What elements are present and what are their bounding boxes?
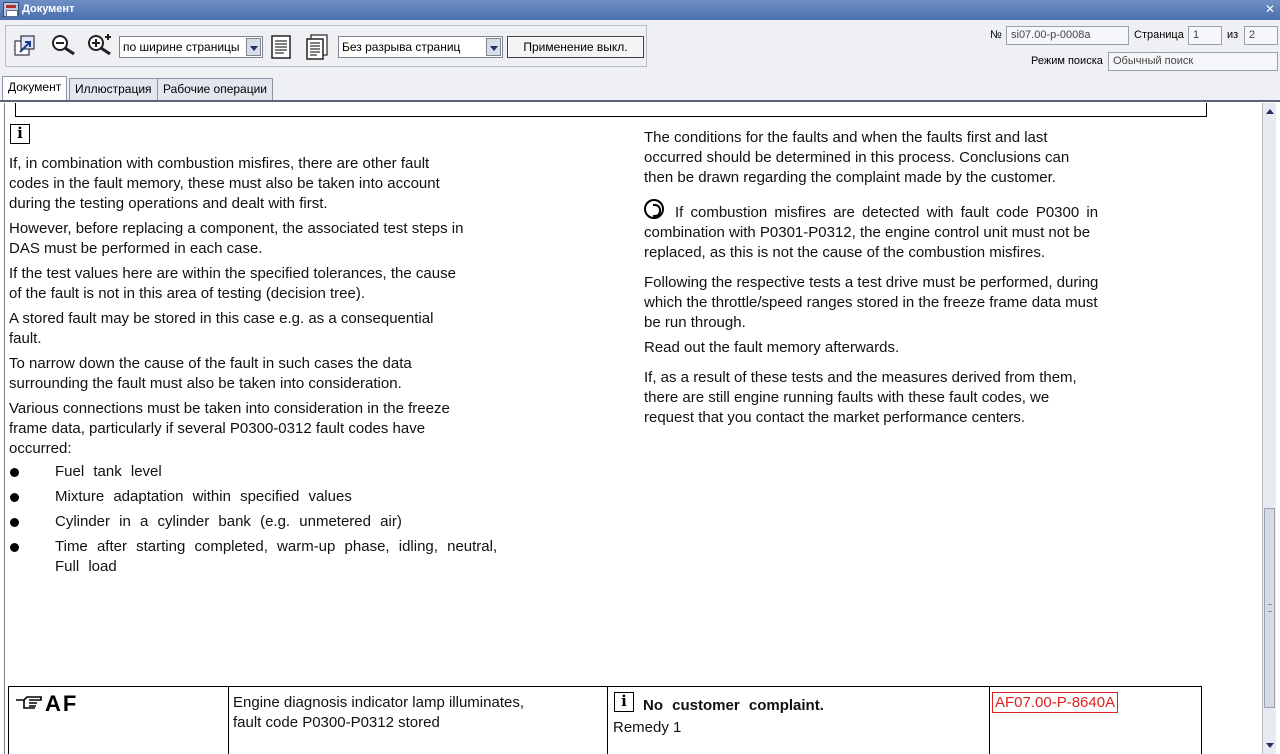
left-paragraph-5: To narrow down the cause of the fault in such cases the data surrounding the fault must also be taken into consideration. [9, 355, 412, 392]
document-viewport[interactable] [4, 103, 1262, 754]
list-item: Mixture adaptation within specified values [55, 488, 352, 505]
right-paragraph-3: Read out the fault memory afterwards. [644, 339, 900, 356]
bullet-icon [10, 518, 19, 527]
right-paragraph-1: The conditions for the faults and when the faults first and last occurred should be determined in this process. Conclusions can then be drawn regarding the complaint made by the customer. [644, 129, 1070, 186]
tab-work-operations[interactable]: Рабочие операции [157, 78, 273, 101]
fault-id-cell [9, 687, 224, 754]
toolbar-area [0, 20, 1280, 78]
remedy-text: Remedy 1 [613, 719, 682, 736]
doc-number-label: № [990, 29, 1002, 41]
info-icon: i [614, 692, 634, 712]
scroll-up-icon[interactable] [1263, 105, 1276, 118]
page-break-select[interactable] [338, 36, 503, 58]
window-title: Документ [22, 3, 75, 15]
vertical-scrollbar[interactable] [1262, 103, 1276, 754]
page-label: Страница [1134, 29, 1184, 41]
bullet-icon [10, 493, 19, 502]
page-field[interactable]: 1 [1188, 26, 1222, 45]
list-item: Time after starting completed, warm-up phase, idling, neutral, Full load [55, 538, 498, 575]
fault-description-cell [228, 687, 607, 754]
zoom-out-icon[interactable] [50, 32, 78, 60]
complaint-cell [607, 687, 989, 754]
left-paragraph-1: If, in combination with combustion misfires, there are other fault codes in the fault memory, these must also be taken into account during the testing operations and dealt with first. [9, 155, 440, 212]
right-paragraph-2: Following the respective tests a test drive must be performed, during which the throttle/speed ranges stored in the freeze frame data must be run through. [644, 274, 1099, 331]
fault-reference-link[interactable]: AF07.00-P-8640A [992, 692, 1118, 713]
chevron-down-icon[interactable] [486, 38, 501, 56]
page-break-select-value: Без разрыва страниц [342, 40, 461, 54]
scroll-down-icon[interactable] [1263, 739, 1276, 752]
right-note: If combustion misfires are detected with fault code P0300 in combination with P0301-P0312, the engine control unit must not be replaced, as this is not the cause of the combustion misfires. [644, 204, 1099, 261]
right-paragraph-4: If, as a result of these tests and the measures derived from them, there are still engine running faults with these fault codes, we request that you contact the market performance centers. [644, 369, 1077, 426]
left-paragraph-6: Various connections must be taken into consideration in the freeze frame data, particularly if several P0300-0312 fault codes have occurred: [9, 400, 450, 457]
tab-bar [0, 78, 1280, 101]
page-of-label: из [1227, 29, 1239, 41]
left-paragraph-4: A stored fault may be stored in this case e.g. as a consequential fault. [9, 310, 434, 347]
page-total-field: 2 [1244, 26, 1278, 45]
multi-page-icon[interactable] [303, 33, 331, 61]
zoom-select[interactable] [119, 36, 263, 58]
apply-toggle-button[interactable]: Применение выкл. [507, 36, 644, 58]
doc-number-field[interactable]: si07.00-p-0008a [1006, 26, 1129, 45]
close-icon[interactable]: ✕ [1264, 2, 1276, 16]
document-app-icon [3, 2, 19, 17]
tab-divider [0, 100, 1280, 102]
tab-illustration[interactable]: Иллюстрация [69, 78, 158, 101]
search-mode-label: Режим поиска [1031, 55, 1103, 67]
left-paragraph-3: If the test values here are within the specified tolerances, the cause of the fault is not in this area of testing (decision tree). [9, 265, 456, 302]
title-bar [0, 0, 1280, 20]
tab-document[interactable]: Документ [2, 76, 67, 101]
zoom-in-icon[interactable] [86, 32, 114, 60]
section-frame [15, 103, 1207, 117]
fault-table [8, 686, 1202, 754]
zoom-select-value: по ширине страницы [123, 40, 240, 54]
pointing-hand-icon [15, 695, 43, 711]
search-mode-field[interactable]: Обычный поиск [1108, 52, 1278, 71]
info-icon: i [10, 124, 30, 144]
left-paragraph-2: However, before replacing a component, the associated test steps in DAS must be performed in each case. [9, 220, 464, 257]
af-label: AF [45, 691, 79, 716]
single-page-icon[interactable] [267, 33, 295, 61]
list-item: Fuel tank level [55, 463, 162, 480]
scrollbar-thumb[interactable] [1264, 508, 1275, 708]
complaint-text: No customer complaint. [643, 697, 824, 714]
chevron-down-icon[interactable] [246, 38, 261, 56]
open-external-icon[interactable] [11, 32, 39, 60]
bullet-icon [10, 468, 19, 477]
toolbar [5, 25, 647, 67]
bullet-icon [10, 543, 19, 552]
fault-description: Engine diagnosis indicator lamp illuminates, fault code P0300-P0312 stored [233, 694, 524, 731]
list-item: Cylinder in a cylinder bank (e.g. unmetered air) [55, 513, 402, 530]
